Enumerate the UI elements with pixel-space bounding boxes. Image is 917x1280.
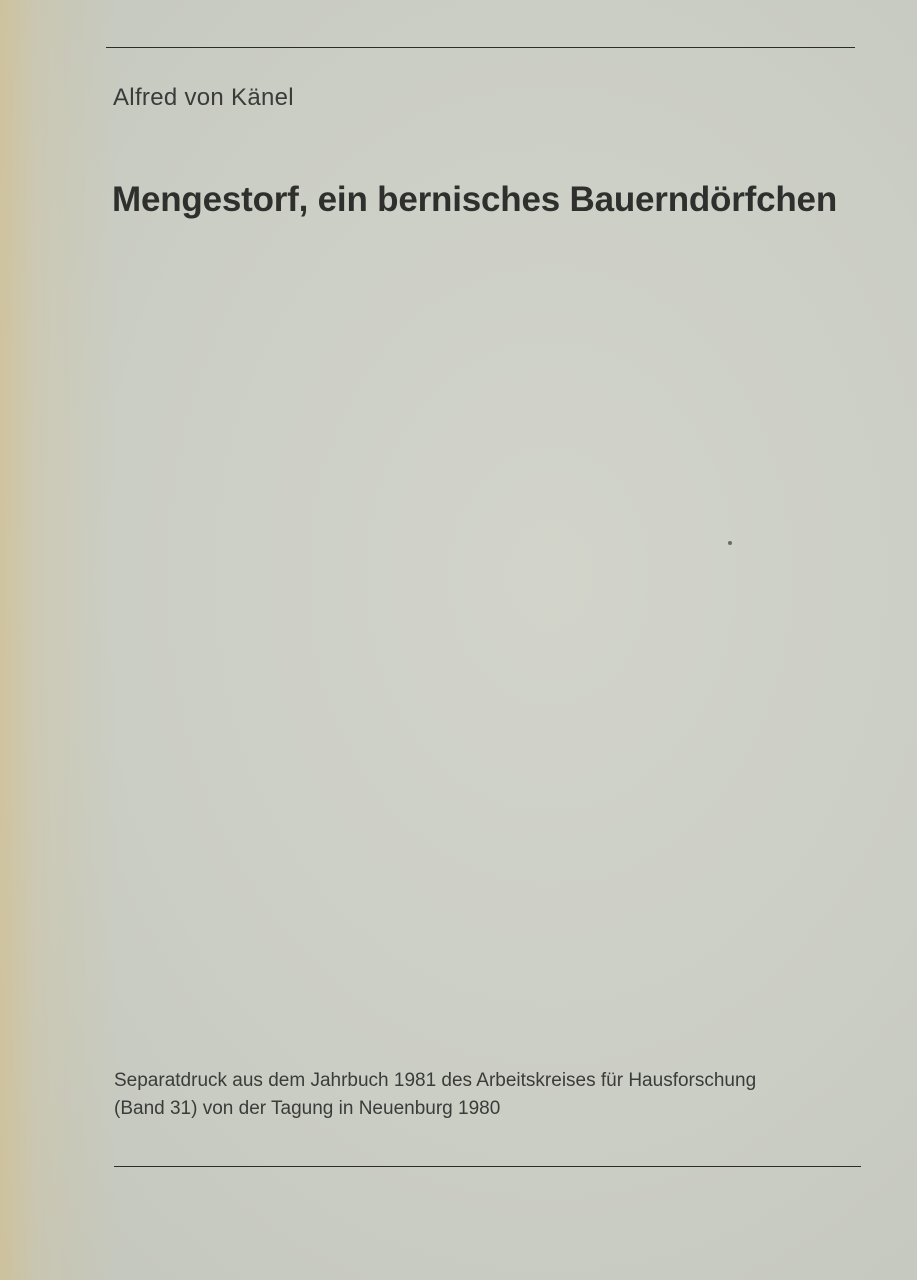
book-title: Mengestorf, ein bernisches Bauerndörfchen	[112, 180, 838, 219]
top-rule	[106, 47, 855, 48]
author-name: Alfred von Känel	[113, 84, 294, 111]
paper-speck	[728, 541, 732, 545]
imprint-line-2: (Band 31) von der Tagung in Neuenburg 1980	[114, 1098, 501, 1119]
imprint-note	[114, 1067, 756, 1123]
bottom-rule	[114, 1166, 861, 1167]
imprint-line-1: Separatdruck aus dem Jahrbuch 1981 des Arbeitskreises für Hausforschung	[114, 1070, 757, 1091]
